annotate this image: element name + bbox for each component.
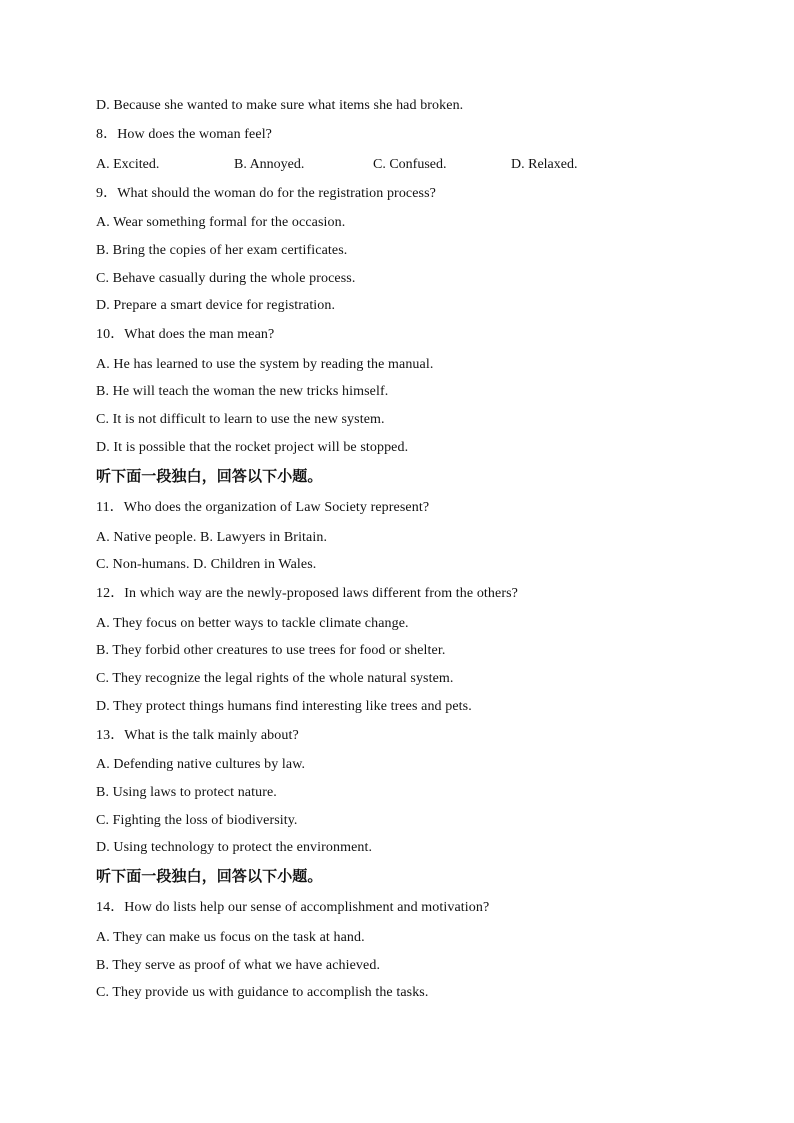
q7-option-d: D. Because she wanted to make sure what items she had broken.	[96, 98, 464, 113]
q12-option-c: C. They recognize the legal rights of the whole natural system.	[96, 671, 454, 686]
q14-option-c: C. They provide us with guidance to accomplish the tasks.	[96, 985, 429, 1000]
q13-option-b: B. Using laws to protect nature.	[96, 785, 277, 800]
q11-options-cd: C. Non-humans. D. Children in Wales.	[96, 557, 317, 572]
q10-option-b: B. He will teach the woman the new tricks himself.	[96, 384, 389, 399]
q12-option-a: A. They focus on better ways to tackle climate change.	[96, 616, 409, 631]
q12-option-b: B. They forbid other creatures to use trees for food or shelter.	[96, 643, 446, 658]
q8-option-c: C. Confused.	[373, 157, 447, 172]
question-12: 12．In which way are the newly-proposed laws different from the others?	[96, 586, 518, 601]
q9-option-d: D. Prepare a smart device for registration.	[96, 298, 336, 313]
question-14: 14．How do lists help our sense of accomplishment and motivation?	[96, 900, 490, 915]
q13-option-d: D. Using technology to protect the environment.	[96, 840, 373, 855]
q14-option-b: B. They serve as proof of what we have achieved.	[96, 958, 381, 973]
q8-option-d: D. Relaxed.	[511, 157, 578, 172]
section-instruction: 听下面一段独白，回答以下小题。	[96, 867, 323, 885]
q14-option-a: A. They can make us focus on the task at hand.	[96, 930, 365, 945]
q13-option-c: C. Fighting the loss of biodiversity.	[96, 813, 298, 828]
q9-option-c: C. Behave casually during the whole process.	[96, 271, 356, 286]
question-11: 11．Who does the organization of Law Society represent?	[96, 500, 430, 515]
question-10: 10．What does the man mean?	[96, 327, 275, 342]
q9-option-a: A. Wear something formal for the occasion.	[96, 215, 346, 230]
question-9: 9．What should the woman do for the registration process?	[96, 186, 436, 201]
q12-option-d: D. They protect things humans find interesting like trees and pets.	[96, 699, 472, 714]
q10-option-d: D. It is possible that the rocket project will be stopped.	[96, 440, 409, 455]
question-8: 8．How does the woman feel?	[96, 127, 272, 142]
q10-option-c: C. It is not difficult to learn to use the new system.	[96, 412, 385, 427]
question-13: 13．What is the talk mainly about?	[96, 728, 299, 743]
q13-option-a: A. Defending native cultures by law.	[96, 757, 306, 772]
q9-option-b: B. Bring the copies of her exam certificates.	[96, 243, 348, 258]
q10-option-a: A. He has learned to use the system by reading the manual.	[96, 357, 434, 372]
q8-option-a: A. Excited.	[96, 157, 160, 172]
section-instruction: 听下面一段独白，回答以下小题。	[96, 467, 323, 485]
q8-option-b: B. Annoyed.	[234, 157, 305, 172]
q11-options-ab: A. Native people. B. Lawyers in Britain.	[96, 530, 328, 545]
